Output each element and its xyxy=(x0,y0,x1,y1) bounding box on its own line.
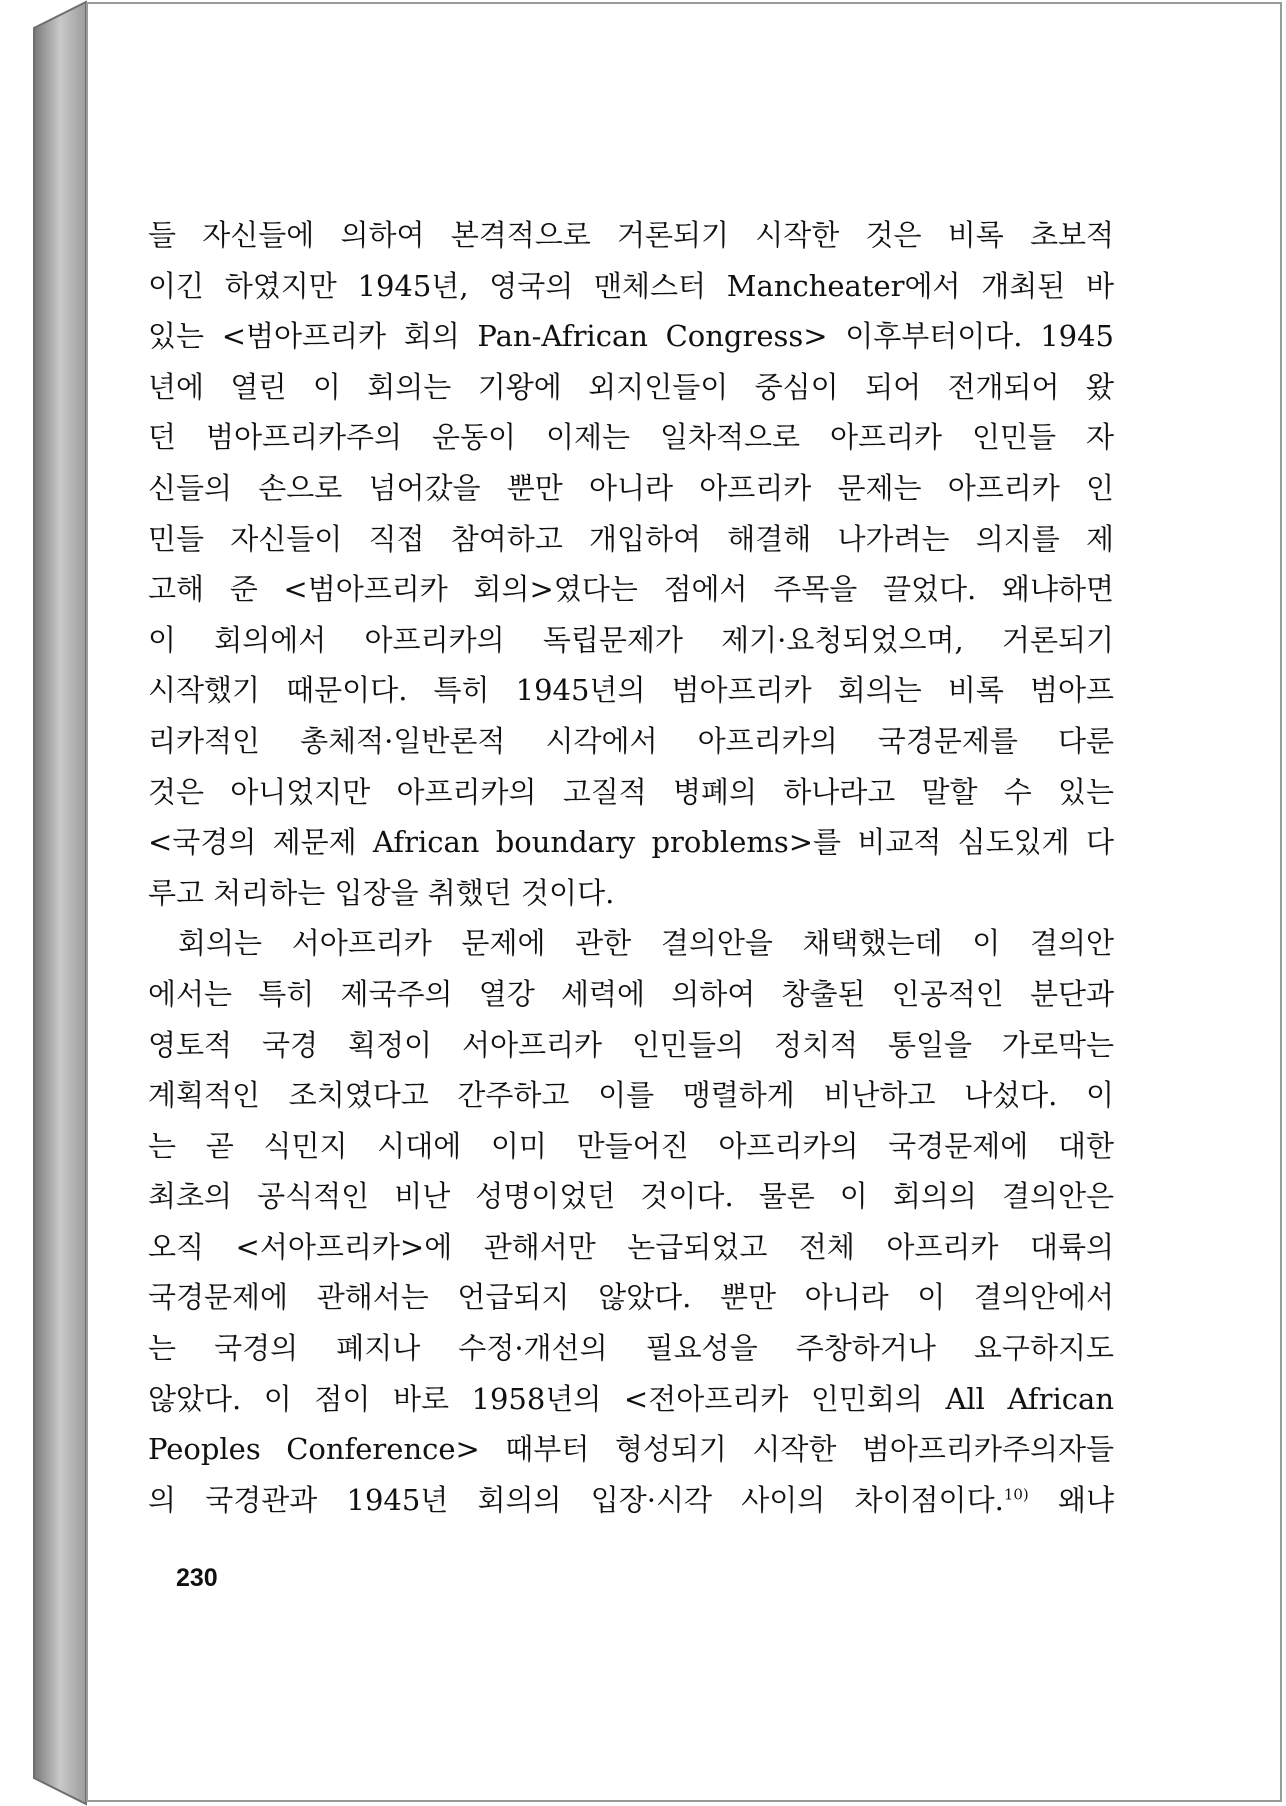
text-line: 들 자신들에 의하여 본격적으로 거론되기 시작한 것은 비록 초보적 xyxy=(148,218,1114,252)
text-line-with-footnote xyxy=(148,1475,1114,1526)
text-line: 최초의 공식적인 비난 성명이었던 것이다. 물론 이 회의의 결의안은 xyxy=(148,1179,1114,1214)
page-number: 230 xyxy=(176,1564,218,1592)
text-line: 시작했기 때문이다. 특히 1945년의 범아프리카 회의는 비록 범아프 xyxy=(148,673,1114,708)
paragraph-2 xyxy=(148,918,1114,1525)
text-line: 신들의 손으로 넘어갔을 뿐만 아니라 아프리카 문제는 아프리카 인 xyxy=(148,470,1114,505)
text-line: 년에 열린 이 회의는 기왕에 외지인들이 중심이 되어 전개되어 왔 xyxy=(148,369,1114,404)
text-line: 이긴 하였지만 1945년, 영국의 맨체스터 Mancheater에서 개최된 바 xyxy=(148,268,1114,303)
text-line: 는 곧 식민지 시대에 이미 만들어진 아프리카의 국경문제에 대한 xyxy=(148,1128,1114,1163)
text-line: 않았다. 이 점이 바로 1958년의 <전아프리카 인민회의 All African xyxy=(148,1381,1114,1416)
footnote-reference[interactable]: 10) xyxy=(1003,1485,1029,1504)
text-line: 민들 자신들이 직접 참여하고 개입하여 해결해 나가려는 의지를 제 xyxy=(148,521,1114,556)
text-line: 루고 처리하는 입장을 취했던 것이다. xyxy=(148,875,615,910)
text-segment: 의 국경관과 1945년 회의의 입장·시각 사이의 차이점이다. xyxy=(148,1482,1004,1517)
text-line: Peoples Conference> 때부터 형성되기 시작한 범아프리카주의자들 xyxy=(148,1432,1114,1467)
text-line: 는 국경의 폐지나 수정·개선의 필요성을 주창하거나 요구하지도 xyxy=(148,1331,1114,1366)
text-line: 국경문제에 관해서는 언급되지 않았다. 뿐만 아니라 이 결의안에서 xyxy=(148,1280,1114,1315)
text-line: 에서는 특히 제국주의 열강 세력에 의하여 창출된 인공적인 분단과 xyxy=(148,976,1114,1011)
text-line: 오직 <서아프리카>에 관해서만 논급되었고 전체 아프리카 대륙의 xyxy=(148,1229,1114,1264)
text-line: 고해 준 <범아프리카 회의>였다는 점에서 주목을 끌었다. 왜냐하면 xyxy=(148,572,1114,607)
text-line: 던 범아프리카주의 운동이 이제는 일차적으로 아프리카 인민들 자 xyxy=(148,420,1114,455)
text-line: 있는 <범아프리카 회의 Pan-African Congress> 이후부터이다. 1945 xyxy=(148,319,1114,354)
text-line: 것은 아니었지만 아프리카의 고질적 병폐의 하나라고 말할 수 있는 xyxy=(148,774,1114,809)
text-line: 회의는 서아프리카 문제에 관한 결의안을 채택했는데 이 결의안 xyxy=(178,926,1114,961)
text-line: 계획적인 조치였다고 간주하고 이를 맹렬하게 비난하고 나섰다. 이 xyxy=(148,1078,1114,1113)
text-line: <국경의 제문제 African boundary problems>를 비교적 심도있게 다 xyxy=(148,825,1114,860)
text-line: 리카적인 총체적·일반론적 시각에서 아프리카의 국경문제를 다룬 xyxy=(148,723,1114,758)
paragraph-1 xyxy=(148,210,1114,918)
text-segment: 왜냐 xyxy=(1028,1482,1114,1517)
body-text xyxy=(148,210,1114,1525)
text-line: 영토적 국경 획정이 서아프리카 인민들의 정치적 통일을 가로막는 xyxy=(148,1027,1114,1062)
text-line: 이 회의에서 아프리카의 독립문제가 제기·요청되었으며, 거론되기 xyxy=(148,622,1114,657)
